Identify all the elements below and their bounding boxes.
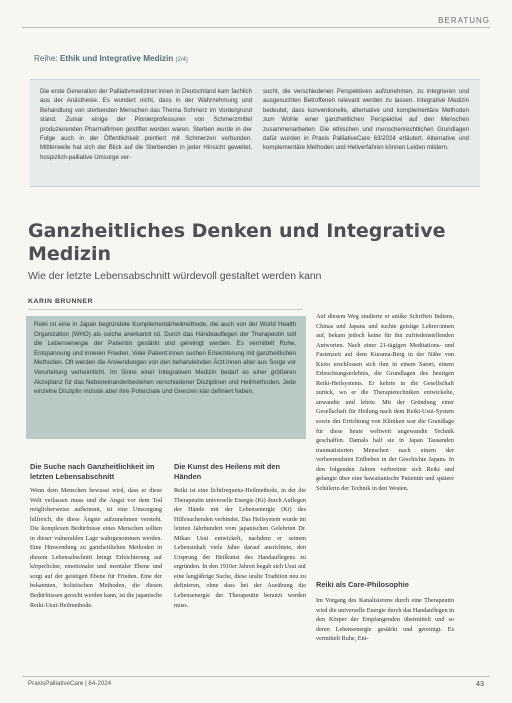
section-tag: BERATUNG — [438, 16, 490, 25]
page-number: 43 — [476, 679, 484, 688]
series-intro-box — [30, 79, 480, 187]
intro-column-2: sucht, die verschiedenen Perspektiven aufzunehmen, zu integrieren und ausgesuchten Betroffenen relevant werden zu lassen. Integrative Medizin bedeutet, dass konventionelle, alternative und komplementäre Methoden zum Wohle einer ganzheitlichen Perspektive auf den Menschen zusammenarbeiten. Die ethischen und menschenrechtlichen Grundlagen dafür wurden in Praxis PalliativeCare 63/2024 erläutert. Alternative und komplementäre Methoden und Heilverfahren können Leiden mildern. — [263, 88, 469, 152]
footer-rule — [22, 676, 490, 677]
lead-text: Reiki ist eine in Japan begründete Komplementärheilmethode, die auch von der World Health Organization (WHO) als solche anerkannt ist. Durch das Händeauflegen der Therapeutin soll die Lebensenergie der Patientin gestärkt und gereinigt werden. Es vermittelt Ruhe, Entspannung und inneren Frieden. Viele Patient:innen suchen Erleichterung mit ganzheitlichen Methoden. Oft werden die Anwendungen von den behandelnden Ärzt:innen aber aus Sorge vor Verurteilung verheimlicht. Im Sinne einer Integrativen Medizin bedarf es einer größeren Akzeptanz für das Nebeneinanderbestehen verschiedener Disziplinen und Heilmethoden. Jede einzelne Disziplin müsste aber ihre Potenziale und Grenzen klar definiert haben. — [34, 321, 296, 396]
intro-column-1: Die erste Generation der Palliativmediziner:innen in Deutschland kam fachlich aus der Anästhesie. Es wundert nicht, dass in der Wahrnehmung und Behandlung von sterbenden Menschen das Thema Schmerz im Vordergrund stand. Zumal einige der Pionierprofessuren von Schmerzmittel produzierenden Pharmafirmen gestiftet worden waren. Sterben wurde in der Folge auch in der Öffentlichkeit pointiert mit Schmerzen verbunden. Mittlerweile hat sich der Blick auf die Sterbenden in jeder Hinsicht geweitet, hospizlich-palliative Umsorge ver- — [40, 88, 252, 161]
footer-journal: PraxisPalliativeCare | 64-2024 — [28, 680, 112, 687]
heading-kunst-des-heilens: Die Kunst des Heilens mit den Händen — [174, 462, 280, 481]
series-prefix: Reihe: — [34, 54, 60, 63]
series-label — [34, 54, 188, 63]
author-rule — [28, 309, 303, 310]
article-title: Ganzheitliches Denken und Integrative Medizin — [28, 220, 446, 265]
body-column-3: Auf diesem Weg studierte er antike Schriften Indiens, Chinas und Japans und suchte geistige Lehrer:innen auf, bekam jedoch keine für ihn zufriedenstellenden Antworten. Nach einer 21-tägigen Meditations- und Fastenzeit auf dem Kurama-Berg in der Nähe von Kioto erschlossen sich ihm in einem Satori, einem Erleuchtungserlebnis, die Grundlagen des heutigen Reiki-Heilsystems. Er kehrte in die Gesellschaft zurück, wo er die Therapietechniken entwickelte, anwandte und lehrte. Mit der Gründung einer Gesellschaft für Heilung nach dem Reiki-Usui-System sowie der Errichtung von Kliniken war die Grundlage für diese heute weltweit angewandte Technik geschaffen. Damals half sie in Japan Tausenden traumatisierten Menschen nach einem der verheerendsten Erdbeben in der Geschichte Japans. In den folgenden Jahren verbreitete sich Reiki und gelangte über eine hawaiianische Patientin und spätere Schülerin der Technik in den Westen. — [316, 313, 454, 492]
body-column-3b: Im Vorgang des Kanalisierens durch eine Therapeutin wird die universelle Energie durch das Handauflegen in den Körper der Empfangenden übermittelt und so deren Lebensenergie gestärkt und gereinigt. Es vermittelt Ruhe, Ent- — [316, 597, 454, 643]
series-number: (2/4) — [175, 57, 188, 63]
body-column-2: Reiki ist eine lichtfrequenz-Heilmethode, in der die Therapeutin universelle Energie (Ki) durch Auflegen der Hände mit der Lebensenergie (Ki) des Hilfesuchenden verbindet. Das Heilsystem wurde im letzten Jahrhundert vom japanischen Gelehrten Dr. Mikao Usui entwickelt, nachdem er seinem Lebensinhalt viele Jahre darauf ausrichtete, den Ursprung der Heilkunst des Handauflegens zu ergründen. In den 1910er Jahren begab sich Usui auf eine langjährige Suche, diese uralte Tradition neu zu definieren, ohne dass bei der Ausübung die Lebensenergie der Therapeutin benutzt werden muss. — [174, 487, 306, 609]
body-column-1: Wenn dem Menschen bewusst wird, dass er diese Welt verlassen muss und die Angst vor dem Tod möglicherweise aufkommt, ist eine Umsorgung hilfreich, die diese Ängste aufzunehmen versteht. Die komplexen Bedürfnisse eines Menschen sollten in dieser vulnerablen Lage wahrgenommen werden. Eine Hinwendung zu ganzheitlichen Methoden in diesem Lebensabschnitt bringt Erleichterung auf körperlicher, emotionaler und mentaler Ebene und sorgt auf der geistigen Ebene für Frieden. Eine der bekannten, holistischen Methoden, die diesen Bedürfnissen gerecht werden kann, ist die japanische Reiki-Usui-Heilmethode. — [30, 487, 162, 609]
heading-ganzheitlichkeit: Die Suche nach Ganzheitlichkeit im letzten Lebensabschnitt — [30, 462, 155, 481]
article-author: KARIN BRUNNER — [28, 298, 94, 305]
lead-box — [26, 316, 306, 439]
article-subtitle: Wie der letzte Lebensabschnitt würdevoll gestaltet werden kann — [28, 271, 322, 282]
top-rule — [22, 27, 490, 28]
series-name: Ethik und Integrative Medizin — [59, 54, 174, 63]
heading-care-philosophie: Reiki als Care-Philosophie — [316, 580, 409, 589]
